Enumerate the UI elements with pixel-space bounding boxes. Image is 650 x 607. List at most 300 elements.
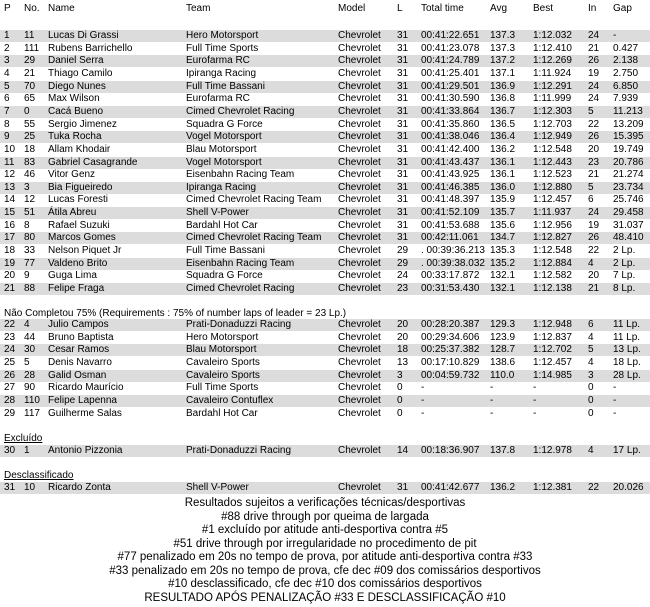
model-cell: Chevrolet bbox=[338, 394, 381, 406]
number-cell: 111 bbox=[24, 42, 40, 54]
model-cell: Chevrolet bbox=[338, 207, 381, 219]
avg-cell: 136.7 bbox=[490, 105, 516, 117]
gap-cell: 6.850 bbox=[613, 80, 639, 92]
result-row bbox=[0, 395, 650, 407]
in-cell: 3 bbox=[588, 369, 594, 381]
number-cell: 83 bbox=[24, 156, 36, 168]
avg-cell: - bbox=[490, 394, 494, 406]
laps-cell: 31 bbox=[397, 131, 409, 143]
gap-cell: - bbox=[613, 407, 617, 419]
avg-cell: 129.3 bbox=[490, 319, 516, 330]
model-cell: Chevrolet bbox=[338, 344, 381, 356]
number-cell: 65 bbox=[24, 93, 36, 105]
gap-cell: 13.209 bbox=[613, 118, 644, 130]
avg-cell: 136.2 bbox=[490, 143, 516, 155]
laps-cell: 31 bbox=[397, 118, 409, 130]
in-cell: 0 bbox=[588, 407, 594, 419]
number-cell: 110 bbox=[24, 394, 40, 406]
name-cell: Guga Lima bbox=[48, 270, 97, 282]
gap-cell: 20.786 bbox=[613, 156, 644, 168]
total-time-cell: . 00:39:36.213 bbox=[421, 245, 485, 257]
in-cell: 21 bbox=[588, 169, 600, 181]
result-row bbox=[0, 43, 650, 55]
team-cell: Vogel Motorsport bbox=[186, 156, 262, 168]
name-cell: Galid Osman bbox=[48, 369, 107, 381]
number-cell: 117 bbox=[24, 407, 40, 419]
model-cell: Chevrolet bbox=[338, 369, 381, 381]
laps-cell: 31 bbox=[397, 169, 409, 181]
in-cell: 4 bbox=[588, 356, 594, 368]
avg-cell: - bbox=[490, 407, 494, 419]
gap-cell: 2.138 bbox=[613, 55, 639, 67]
pos-cell: 26 bbox=[4, 369, 16, 381]
note-line: RESULTADO APÓS PENALIZAÇÃO #33 E DESCLASSIFICAÇÃO #10 bbox=[144, 591, 506, 604]
laps-cell: 20 bbox=[397, 331, 409, 343]
result-row bbox=[0, 482, 650, 494]
number-cell: 90 bbox=[24, 382, 36, 394]
pos-cell: 14 bbox=[4, 194, 16, 206]
pos-cell: 12 bbox=[4, 169, 16, 181]
number-cell: 29 bbox=[24, 55, 36, 67]
total-time-cell: - bbox=[421, 407, 425, 419]
total-time-cell: 00:41:24.789 bbox=[421, 55, 480, 67]
best-cell: 1:12.032 bbox=[533, 30, 572, 41]
disqualified-title: Desclassificado bbox=[4, 470, 74, 481]
name-cell: Rafael Suzuki bbox=[48, 219, 110, 231]
gap-cell: 15.395 bbox=[613, 131, 644, 143]
gap-cell: 11 Lp. bbox=[613, 319, 641, 330]
in-cell: 24 bbox=[588, 80, 600, 92]
team-cell: Eurofarma RC bbox=[186, 55, 250, 67]
model-cell: Chevrolet bbox=[338, 445, 381, 456]
team-cell: Bardahl Hot Car bbox=[186, 407, 258, 419]
gap-cell: 11.213 bbox=[613, 105, 643, 117]
name-cell: Bia Figueiredo bbox=[48, 181, 113, 193]
team-cell: Full Time Bassani bbox=[186, 80, 265, 92]
in-cell: 24 bbox=[588, 93, 600, 105]
gap-cell: 13 Lp. bbox=[613, 344, 641, 356]
best-cell: 1:12.827 bbox=[533, 232, 572, 244]
result-row bbox=[0, 194, 650, 206]
pos-cell: 20 bbox=[4, 270, 16, 282]
in-cell: 20 bbox=[588, 270, 600, 282]
pos-cell: 17 bbox=[4, 232, 16, 244]
total-time-cell: 00:41:48.397 bbox=[421, 194, 480, 206]
total-time-cell: 00:41:22.651 bbox=[421, 30, 480, 41]
team-cell: Cavaleiro Sports bbox=[186, 356, 260, 368]
team-cell: Hero Motorsport bbox=[186, 331, 259, 343]
laps-cell: 31 bbox=[397, 181, 409, 193]
model-cell: Chevrolet bbox=[338, 30, 381, 41]
result-row bbox=[0, 119, 650, 131]
number-cell: 8 bbox=[24, 219, 30, 231]
model-cell: Chevrolet bbox=[338, 143, 381, 155]
note-line: #33 penalizado em 20s no tempo de prova, cfe dec #09 dos comissários desportivos bbox=[109, 564, 541, 577]
gap-cell: 17 Lp. bbox=[613, 445, 641, 456]
result-row bbox=[0, 93, 650, 105]
total-time-cell: 00:41:25.401 bbox=[421, 67, 480, 79]
best-cell: 1:12.949 bbox=[533, 131, 572, 143]
pos-cell: 29 bbox=[4, 407, 16, 419]
team-cell: Ipiranga Racing bbox=[186, 67, 257, 79]
gap-cell: 28 Lp. bbox=[613, 369, 641, 381]
best-cell: 1:14.985 bbox=[533, 369, 572, 381]
gap-cell: 19.749 bbox=[613, 143, 644, 155]
laps-cell: 31 bbox=[397, 42, 409, 54]
name-cell: Sergio Jimenez bbox=[48, 118, 117, 130]
name-cell: Max Wilson bbox=[48, 93, 100, 105]
in-cell: 6 bbox=[588, 319, 594, 330]
header-laps: L bbox=[397, 3, 403, 14]
best-cell: - bbox=[533, 394, 537, 406]
result-row bbox=[0, 131, 650, 143]
number-cell: 30 bbox=[24, 344, 36, 356]
total-time-cell: - bbox=[421, 382, 425, 394]
laps-cell: 24 bbox=[397, 270, 409, 282]
number-cell: 3 bbox=[24, 181, 30, 193]
best-cell: 1:12.978 bbox=[533, 445, 572, 456]
avg-cell: 128.7 bbox=[490, 344, 516, 356]
laps-cell: 31 bbox=[397, 80, 409, 92]
result-row bbox=[0, 357, 650, 369]
pos-cell: 19 bbox=[4, 257, 16, 269]
laps-cell: 0 bbox=[397, 382, 403, 394]
best-cell: 1:12.457 bbox=[533, 194, 572, 206]
gap-cell: 2.750 bbox=[613, 67, 639, 79]
laps-cell: 31 bbox=[397, 105, 409, 117]
avg-cell: 137.2 bbox=[490, 55, 516, 67]
number-cell: 4 bbox=[24, 319, 30, 330]
number-cell: 10 bbox=[24, 482, 36, 493]
model-cell: Chevrolet bbox=[338, 356, 381, 368]
best-cell: 1:12.548 bbox=[533, 143, 572, 155]
pos-cell: 8 bbox=[4, 118, 10, 130]
model-cell: Chevrolet bbox=[338, 42, 381, 54]
model-cell: Chevrolet bbox=[338, 319, 381, 330]
pos-cell: 13 bbox=[4, 181, 16, 193]
name-cell: Felipe Lapenna bbox=[48, 394, 117, 406]
name-cell: Ricardo Zonta bbox=[48, 482, 111, 493]
number-cell: 46 bbox=[24, 169, 36, 181]
model-cell: Chevrolet bbox=[338, 131, 381, 143]
in-cell: 26 bbox=[588, 131, 600, 143]
name-cell: Rubens Barrichello bbox=[48, 42, 133, 54]
team-cell: Prati-Donaduzzi Racing bbox=[186, 445, 292, 456]
in-cell: 5 bbox=[588, 181, 594, 193]
total-time-cell: 00:41:52.109 bbox=[421, 207, 480, 219]
in-cell: 26 bbox=[588, 232, 600, 244]
avg-cell: 136.0 bbox=[490, 181, 516, 193]
number-cell: 33 bbox=[24, 245, 36, 257]
model-cell: Chevrolet bbox=[338, 482, 381, 493]
avg-cell: 136.1 bbox=[490, 169, 516, 181]
result-row bbox=[0, 232, 650, 244]
avg-cell: 136.2 bbox=[490, 482, 516, 493]
gap-cell: 7.939 bbox=[613, 93, 639, 105]
name-cell: Nelson Piquet Jr bbox=[48, 245, 122, 257]
laps-cell: 31 bbox=[397, 207, 409, 219]
avg-cell: 135.7 bbox=[490, 207, 516, 219]
model-cell: Chevrolet bbox=[338, 331, 381, 343]
model-cell: Chevrolet bbox=[338, 382, 381, 394]
result-row bbox=[0, 283, 650, 295]
avg-cell: 135.2 bbox=[490, 257, 516, 269]
model-cell: Chevrolet bbox=[338, 245, 381, 257]
team-cell: Eisenbahn Racing Team bbox=[186, 169, 295, 181]
result-row bbox=[0, 68, 650, 80]
avg-cell: - bbox=[490, 382, 494, 394]
team-cell: Full Time Bassani bbox=[186, 245, 265, 257]
pos-cell: 22 bbox=[4, 319, 16, 330]
best-cell: 1:12.410 bbox=[533, 42, 572, 54]
avg-cell: 123.9 bbox=[490, 331, 516, 343]
best-cell: 1:12.548 bbox=[533, 245, 572, 257]
header-avg: Avg bbox=[490, 3, 508, 14]
pos-cell: 25 bbox=[4, 356, 16, 368]
total-time-cell: 00:41:33.864 bbox=[421, 105, 480, 117]
total-time-cell: 00:29:34.606 bbox=[421, 331, 480, 343]
result-row bbox=[0, 207, 650, 219]
pos-cell: 18 bbox=[4, 245, 16, 257]
pos-cell: 3 bbox=[4, 55, 10, 67]
total-time-cell: 00:41:42.677 bbox=[421, 482, 480, 493]
name-cell: Diego Nunes bbox=[48, 80, 106, 92]
laps-cell: 31 bbox=[397, 482, 409, 493]
best-cell: 1:12.880 bbox=[533, 181, 572, 193]
team-cell: Cavaleiro Sports bbox=[186, 369, 260, 381]
number-cell: 44 bbox=[24, 331, 36, 343]
gap-cell: 25.746 bbox=[613, 194, 644, 206]
best-cell: 1:11.924 bbox=[533, 67, 572, 79]
total-time-cell: 00:33:17.872 bbox=[421, 270, 480, 282]
team-cell: Hero Motorsport bbox=[186, 30, 259, 41]
in-cell: 24 bbox=[588, 207, 600, 219]
result-row bbox=[0, 169, 650, 181]
total-time-cell: 00:41:30.590 bbox=[421, 93, 480, 105]
in-cell: 21 bbox=[588, 42, 600, 54]
name-cell: Allam Khodair bbox=[48, 143, 111, 155]
avg-cell: 137.3 bbox=[490, 30, 516, 41]
laps-cell: 31 bbox=[397, 232, 409, 244]
name-cell: Antonio Pizzonia bbox=[48, 445, 123, 456]
model-cell: Chevrolet bbox=[338, 257, 381, 269]
team-cell: Full Time Sports bbox=[186, 382, 259, 394]
model-cell: Chevrolet bbox=[338, 118, 381, 130]
total-time-cell: 00:28:20.387 bbox=[421, 319, 480, 330]
avg-cell: 137.3 bbox=[490, 42, 516, 54]
result-row bbox=[0, 445, 650, 457]
name-cell: Lucas Foresti bbox=[48, 194, 109, 206]
in-cell: 5 bbox=[588, 344, 594, 356]
number-cell: 25 bbox=[24, 131, 36, 143]
team-cell: Eisenbahn Racing Team bbox=[186, 257, 295, 269]
name-cell: Felipe Fraga bbox=[48, 283, 105, 294]
best-cell: 1:12.703 bbox=[533, 118, 572, 130]
result-row bbox=[0, 81, 650, 93]
number-cell: 18 bbox=[24, 143, 36, 155]
note-line: #51 drive through por irregularidade no procedimento de pit bbox=[173, 537, 477, 550]
pos-cell: 5 bbox=[4, 80, 10, 92]
pos-cell: 2 bbox=[4, 42, 10, 54]
in-cell: 21 bbox=[588, 283, 600, 294]
gap-cell: 2 Lp. bbox=[613, 245, 636, 257]
gap-cell: 23.734 bbox=[613, 181, 644, 193]
header-pos: P bbox=[4, 3, 11, 14]
note-line: #88 drive through por queima de largada bbox=[221, 510, 429, 523]
team-cell: Cimed Chevrolet Racing bbox=[186, 105, 295, 117]
laps-cell: 3 bbox=[397, 369, 403, 381]
team-cell: Full Time Sports bbox=[186, 42, 259, 54]
laps-cell: 31 bbox=[397, 219, 409, 231]
in-cell: 22 bbox=[588, 482, 600, 493]
team-cell: Ipiranga Racing bbox=[186, 181, 257, 193]
total-time-cell: 00:17:10.829 bbox=[421, 356, 480, 368]
result-row bbox=[0, 319, 650, 331]
in-cell: 23 bbox=[588, 156, 600, 168]
model-cell: Chevrolet bbox=[338, 169, 381, 181]
number-cell: 11 bbox=[24, 30, 35, 41]
total-time-cell: 00:41:43.925 bbox=[421, 169, 480, 181]
result-row bbox=[0, 332, 650, 344]
pos-cell: 15 bbox=[4, 207, 16, 219]
in-cell: 4 bbox=[588, 331, 594, 343]
pos-cell: 31 bbox=[4, 482, 16, 493]
number-cell: 12 bbox=[24, 194, 36, 206]
total-time-cell: 00:31:53.430 bbox=[421, 283, 480, 294]
gap-cell: 2 Lp. bbox=[613, 257, 636, 269]
number-cell: 80 bbox=[24, 232, 36, 244]
avg-cell: 136.9 bbox=[490, 80, 516, 92]
best-cell: 1:12.702 bbox=[533, 344, 572, 356]
in-cell: 22 bbox=[588, 245, 600, 257]
name-cell: Átila Abreu bbox=[48, 207, 97, 219]
result-row bbox=[0, 182, 650, 194]
in-cell: 0 bbox=[588, 382, 594, 394]
pos-cell: 21 bbox=[4, 283, 16, 294]
team-cell: Vogel Motorsport bbox=[186, 131, 262, 143]
header-total-time: Total time bbox=[421, 3, 464, 14]
laps-cell: 31 bbox=[397, 55, 409, 67]
best-cell: 1:12.269 bbox=[533, 55, 572, 67]
model-cell: Chevrolet bbox=[338, 194, 381, 206]
best-cell: 1:12.457 bbox=[533, 356, 572, 368]
model-cell: Chevrolet bbox=[338, 105, 381, 117]
result-row bbox=[0, 30, 650, 42]
header-best: Best bbox=[533, 3, 554, 14]
gap-cell: - bbox=[613, 382, 617, 394]
model-cell: Chevrolet bbox=[338, 283, 381, 294]
result-row bbox=[0, 408, 650, 420]
pos-cell: 27 bbox=[4, 382, 16, 394]
total-time-cell: 00:41:23.078 bbox=[421, 42, 480, 54]
gap-cell: 8 Lp. bbox=[613, 283, 636, 294]
total-time-cell: 00:41:35.860 bbox=[421, 118, 480, 130]
in-cell: 4 bbox=[588, 445, 594, 456]
header-team: Team bbox=[186, 3, 211, 14]
total-time-cell: 00:41:29.501 bbox=[421, 80, 480, 92]
result-row bbox=[0, 270, 650, 282]
total-time-cell: 00:41:38.046 bbox=[421, 131, 480, 143]
laps-cell: 31 bbox=[397, 67, 409, 79]
name-cell: Tuka Rocha bbox=[48, 131, 102, 143]
pos-cell: 1 bbox=[4, 30, 10, 41]
total-time-cell: 00:04:59.732 bbox=[421, 369, 480, 381]
number-cell: 5 bbox=[24, 356, 30, 368]
number-cell: 55 bbox=[24, 118, 36, 130]
note-line: #77 penalizado em 20s no tempo de prova, por atitude anti-desportiva contra #33 bbox=[117, 551, 533, 563]
best-cell: 1:11.999 bbox=[533, 93, 572, 105]
total-time-cell: 00:18:36.907 bbox=[421, 445, 480, 456]
in-cell: 6 bbox=[588, 194, 594, 206]
name-cell: Daniel Serra bbox=[48, 55, 104, 67]
pos-cell: 23 bbox=[4, 331, 16, 343]
avg-cell: 135.9 bbox=[490, 194, 516, 206]
gap-cell: 31.037 bbox=[613, 219, 644, 231]
laps-cell: 14 bbox=[397, 445, 409, 456]
result-row bbox=[0, 144, 650, 156]
name-cell: Bruno Baptista bbox=[48, 331, 114, 343]
number-cell: 51 bbox=[24, 207, 36, 219]
name-cell: Cacá Bueno bbox=[48, 105, 104, 117]
gap-cell: 48.410 bbox=[613, 232, 644, 244]
name-cell: Julio Campos bbox=[48, 319, 109, 330]
result-row bbox=[0, 370, 650, 382]
gap-cell: 0.427 bbox=[613, 42, 639, 54]
best-cell: 1:12.303 bbox=[533, 105, 572, 117]
laps-cell: 31 bbox=[397, 93, 409, 105]
avg-cell: 136.5 bbox=[490, 118, 516, 130]
best-cell: 1:11.937 bbox=[533, 207, 572, 219]
note-line: #10 desclassificado, cfe dec #10 dos comissários desportivos bbox=[168, 578, 482, 590]
best-cell: 1:12.443 bbox=[533, 156, 572, 168]
gap-cell: 18 Lp. bbox=[613, 356, 641, 368]
laps-cell: 31 bbox=[397, 30, 409, 41]
gap-cell: 29.458 bbox=[613, 207, 644, 219]
avg-cell: 132.1 bbox=[490, 270, 516, 282]
team-cell: Squadra G Force bbox=[186, 118, 263, 130]
name-cell: Lucas Di Grassi bbox=[48, 30, 119, 41]
laps-cell: 0 bbox=[397, 394, 403, 406]
excluded-title: Excluído bbox=[4, 433, 43, 444]
in-cell: 22 bbox=[588, 118, 600, 130]
in-cell: 5 bbox=[588, 105, 594, 117]
laps-cell: 18 bbox=[397, 344, 409, 356]
result-row bbox=[0, 106, 650, 118]
model-cell: Chevrolet bbox=[338, 93, 381, 105]
pos-cell: 24 bbox=[4, 344, 16, 356]
total-time-cell: 00:41:43.437 bbox=[421, 156, 480, 168]
result-row bbox=[0, 55, 650, 67]
avg-cell: 137.1 bbox=[490, 67, 516, 79]
name-cell: Vitor Genz bbox=[48, 169, 96, 181]
pos-cell: 30 bbox=[4, 445, 16, 456]
laps-cell: 0 bbox=[397, 407, 403, 419]
best-cell: - bbox=[533, 382, 537, 394]
best-cell: 1:12.956 bbox=[533, 219, 572, 231]
best-cell: 1:12.837 bbox=[533, 331, 572, 343]
note-line: Resultados sujeitos a verificações técnicas/desportivas bbox=[184, 497, 466, 509]
number-cell: 1 bbox=[24, 445, 30, 456]
best-cell: 1:12.884 bbox=[533, 257, 572, 269]
number-cell: 70 bbox=[24, 80, 36, 92]
team-cell: Eurofarma RC bbox=[186, 93, 250, 105]
team-cell: Cimed Chevrolet Racing Team bbox=[186, 232, 322, 244]
avg-cell: 136.1 bbox=[490, 156, 516, 168]
header-model: Model bbox=[338, 3, 366, 14]
name-cell: Denis Navarro bbox=[48, 356, 112, 368]
pos-cell: 28 bbox=[4, 394, 16, 406]
avg-cell: 135.6 bbox=[490, 219, 516, 231]
